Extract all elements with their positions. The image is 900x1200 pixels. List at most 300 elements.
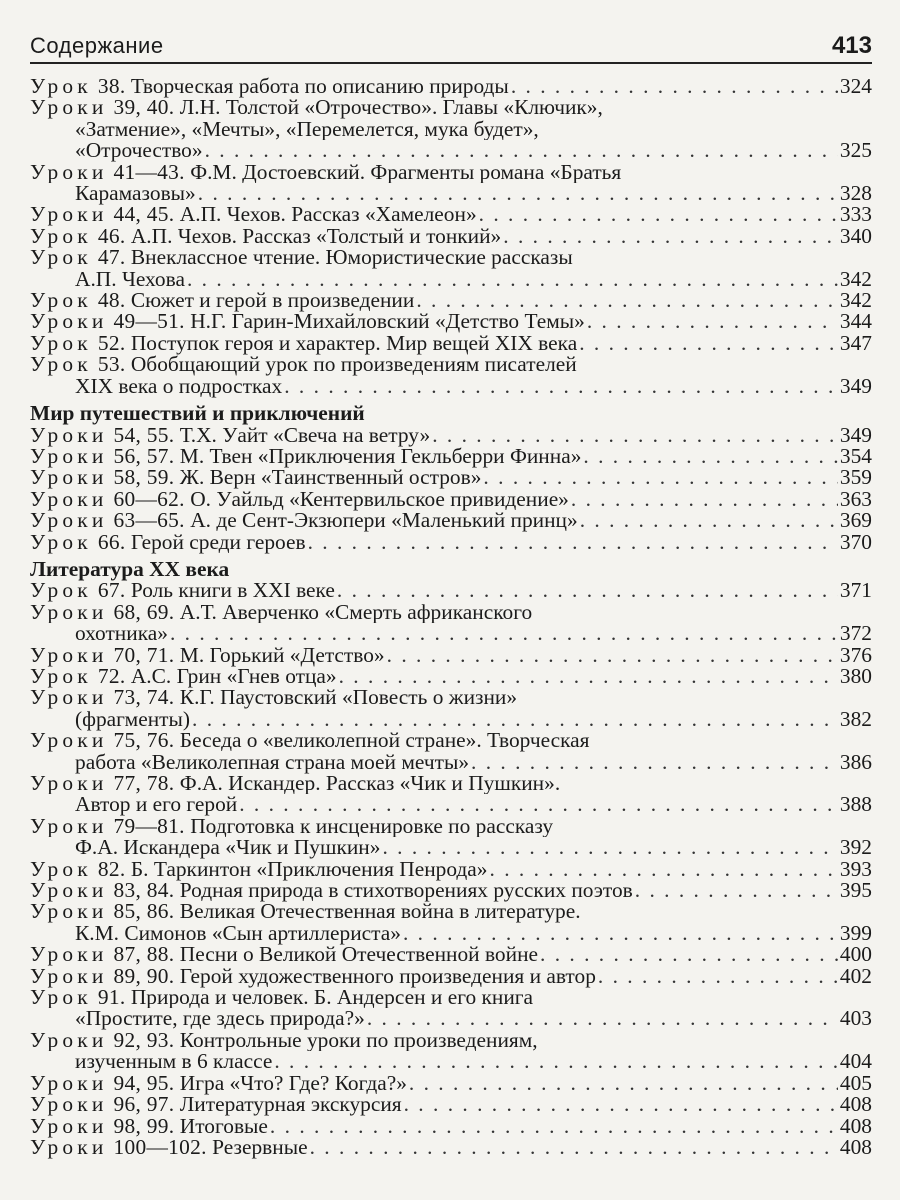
toc-entry (30, 510, 872, 531)
lesson-kind: Уроки (30, 901, 108, 923)
dot-leader (479, 204, 838, 225)
toc-page-number: 393 (839, 856, 872, 881)
lesson-numbers: 66. (97, 529, 126, 554)
toc-entry-text (30, 1113, 268, 1138)
lesson-kind: Уроки (30, 642, 108, 667)
dot-leader (404, 1094, 838, 1115)
lesson-title: Резервные (212, 1134, 308, 1159)
dot-leader (580, 510, 838, 531)
lesson-title: Герой среди героев (130, 529, 306, 554)
lesson-numbers: 46. (97, 223, 126, 248)
toc-entry-last-line (30, 1094, 872, 1115)
toc-page-number: 376 (839, 642, 872, 667)
lesson-numbers: 54, 55. (113, 422, 175, 447)
toc-page-number: 344 (839, 309, 872, 334)
toc-entry-text (30, 663, 337, 688)
toc-entry-line (30, 987, 872, 1008)
lesson-kind: Уроки (30, 1092, 108, 1117)
toc-entry-last-line (30, 794, 872, 815)
toc-entry-last-line (30, 330, 872, 355)
toc-entry-line (30, 730, 872, 751)
toc-entry-line (30, 97, 872, 118)
dot-leader (483, 467, 837, 488)
lesson-kind: Уроки (30, 1070, 108, 1095)
dot-leader (284, 376, 838, 397)
toc-entry (30, 901, 872, 944)
toc-page-number: 349 (839, 422, 872, 447)
toc-entry-text (30, 510, 578, 531)
dot-leader (239, 794, 838, 815)
toc-entry-last-line (30, 140, 872, 161)
lesson-numbers: 44, 45. (113, 202, 175, 227)
toc-entry-last-line (30, 944, 872, 965)
toc-page-number: 392 (839, 835, 872, 860)
lesson-kind: Уроки (30, 963, 108, 988)
lesson-kind: Урок (30, 856, 92, 881)
lesson-kind: Уроки (30, 1134, 108, 1159)
dot-leader (187, 269, 838, 290)
lesson-title: XIX века о подростках (75, 373, 283, 398)
toc-entry-text (75, 373, 283, 398)
dot-leader (192, 709, 838, 730)
lesson-numbers: 91. (97, 987, 126, 1009)
toc-entry-last-line (30, 1051, 872, 1072)
lesson-title: Н.Г. Гарин-Михайловский «Детство Темы» (190, 309, 585, 334)
toc-entry-last-line (30, 290, 872, 311)
toc-entry-text (30, 963, 596, 988)
toc-entry (30, 204, 872, 225)
toc-entry (30, 856, 872, 881)
lesson-title: Карамазовы» (75, 181, 196, 206)
section-heading: Мир путешествий и приключений (30, 401, 365, 426)
lesson-title: К.М. Симонов «Сын артиллериста» (75, 920, 401, 945)
toc-page-number: 349 (839, 373, 872, 398)
lesson-kind: Урок (30, 288, 92, 313)
toc-entry-last-line (30, 749, 872, 774)
lesson-numbers: 47. (97, 247, 126, 269)
lesson-title: «Простите, где здесь природа?» (75, 1006, 365, 1031)
toc-entry (30, 642, 872, 667)
toc-entry-text (30, 880, 633, 901)
lesson-title: Ф.А. Искандера «Чик и Пушкин» (75, 835, 381, 860)
toc-entry-last-line (30, 920, 872, 945)
dot-leader (598, 966, 838, 987)
lesson-kind: Уроки (30, 687, 108, 709)
toc-entry-text (30, 580, 335, 601)
toc-page-number: 328 (839, 181, 872, 206)
toc-entry-last-line (30, 76, 872, 97)
toc-entry-last-line (30, 1134, 872, 1159)
lesson-kind: Уроки (30, 601, 108, 624)
dot-leader (587, 311, 838, 332)
toc-entry (30, 97, 872, 161)
toc-entry-last-line (30, 422, 872, 447)
lesson-kind: Уроки (30, 508, 108, 533)
lesson-title: Литературная экскурсия (179, 1092, 402, 1117)
lesson-kind: Уроки (30, 730, 108, 752)
dot-leader (205, 140, 838, 161)
toc-page-number: 342 (839, 288, 872, 313)
lesson-title: Т.Х. Уайт «Свеча на ветру» (179, 422, 431, 447)
toc-entry (30, 1094, 872, 1115)
lesson-numbers: 98, 99. (113, 1113, 175, 1138)
toc-entry-last-line (30, 580, 872, 601)
toc-entry (30, 223, 872, 248)
lesson-kind: Урок (30, 223, 92, 248)
lesson-numbers: 39, 40. (113, 97, 175, 119)
toc-entry-last-line (30, 963, 872, 988)
toc-entry-text (75, 1051, 272, 1072)
toc-entry-last-line (30, 183, 872, 204)
toc-page-number: 408 (839, 1134, 872, 1159)
toc-entry-last-line (30, 642, 872, 667)
toc-entry-text (75, 837, 380, 858)
toc-entry-text (75, 183, 196, 204)
lesson-title: Ж. Верн «Таинственный остров» (179, 465, 482, 490)
toc-entry (30, 1113, 872, 1138)
lesson-kind: Уроки (30, 443, 108, 468)
lesson-title: Великая Отечественная война в литературе. (179, 901, 581, 923)
lesson-title: М. Горький «Детство» (179, 642, 385, 667)
lesson-title: К.Г. Паустовский «Повесть о жизни» (179, 687, 518, 709)
toc-entry-line (30, 602, 872, 623)
toc-page-number: 404 (839, 1049, 872, 1074)
lesson-kind: Уроки (30, 309, 108, 334)
dot-leader (367, 1008, 838, 1029)
toc-entry-text (30, 642, 385, 667)
dot-leader (635, 880, 838, 901)
lesson-title: (фрагменты) (75, 706, 190, 731)
toc-entry-last-line (30, 443, 872, 468)
toc-page-number: 388 (839, 792, 872, 817)
dot-leader (308, 532, 838, 553)
lesson-title: Внеклассное чтение. Юмористические рассказы (130, 247, 573, 269)
lesson-kind: Уроки (30, 465, 108, 490)
lesson-numbers: 48. (97, 288, 126, 313)
lesson-numbers: 72. (97, 663, 126, 688)
lesson-title: Роль книги в XXI веке (130, 578, 335, 603)
toc-entry (30, 162, 872, 205)
running-header (30, 30, 872, 64)
toc-entry-text (75, 794, 237, 815)
toc-page-number: 371 (839, 578, 872, 603)
toc-entry-text (75, 140, 203, 161)
lesson-title: М. Твен «Приключения Гекльберри Финна» (179, 443, 582, 468)
toc-page-number: 359 (839, 465, 872, 490)
lesson-kind: Уроки (30, 1113, 108, 1138)
lesson-kind: Урок (30, 74, 92, 98)
toc-entry-text (75, 266, 185, 291)
toc-entry-last-line (30, 373, 872, 398)
toc-entry-text (30, 330, 578, 355)
toc-entry-text (30, 730, 590, 751)
lesson-title: А.П. Чехов. Рассказ «Толстый и тонкий» (130, 223, 502, 248)
lesson-numbers: 73, 74. (113, 687, 175, 709)
lesson-title: О. Уайльд «Кентервильское привидение» (190, 486, 569, 511)
lesson-title: Сюжет и герой в произведении (130, 288, 415, 313)
toc-entry-line (30, 1030, 872, 1051)
lesson-kind: Уроки (30, 1029, 108, 1052)
lesson-kind: Урок (30, 578, 92, 603)
toc-entry-text (30, 1094, 402, 1115)
toc-page-number: 354 (839, 443, 872, 468)
lesson-title: Творческая работа по описанию природы (130, 74, 509, 98)
dot-leader (540, 944, 838, 965)
toc-entry-text (30, 773, 560, 794)
toc-entry-text (30, 204, 477, 225)
lesson-numbers: 53. (97, 354, 126, 376)
lesson-title: Автор и его герой (75, 792, 238, 817)
toc-entry-last-line (30, 486, 872, 511)
dot-leader (274, 1051, 838, 1072)
dot-leader (403, 923, 838, 944)
toc-entry-last-line (30, 1070, 872, 1095)
toc-entry (30, 987, 872, 1030)
dot-leader (270, 1116, 838, 1137)
toc-entry-text (30, 987, 533, 1008)
dot-leader (382, 837, 837, 858)
lesson-kind: Урок (30, 247, 92, 269)
toc-entry-last-line (30, 510, 872, 531)
lesson-title: Поступок героя и характер. Мир вещей XIX века (130, 330, 578, 355)
toc-entry-last-line (30, 880, 872, 901)
dot-leader (511, 76, 838, 97)
toc-entry-text (30, 687, 517, 708)
lesson-title: Итоговые (179, 1113, 268, 1138)
dot-leader (579, 333, 838, 354)
toc-page-number: 400 (839, 942, 872, 967)
lesson-numbers: 60—62. (113, 486, 185, 511)
lesson-kind: Уроки (30, 942, 108, 967)
lesson-title: Родная природа в стихотворениях русских поэтов (179, 878, 633, 903)
toc-entry-text (30, 162, 621, 183)
toc-entry-text (30, 1030, 538, 1051)
lesson-title: Ф.М. Достоевский. Фрагменты романа «Братья (190, 161, 622, 184)
lesson-title: Контрольные уроки по произведениям, (179, 1029, 538, 1052)
toc-entry-line (30, 816, 872, 837)
lesson-kind: Уроки (30, 878, 108, 903)
toc-page-number: 363 (839, 486, 872, 511)
toc-entry-text (30, 486, 569, 511)
lesson-numbers: 85, 86. (113, 901, 175, 923)
toc-entry (30, 422, 872, 447)
lesson-numbers: 83, 84. (113, 878, 175, 903)
toc-entry-text (75, 749, 470, 774)
lesson-title: Обобщающий урок по произведениям писателей (130, 354, 577, 376)
dot-leader (490, 859, 838, 880)
lesson-numbers: 41—43. (113, 161, 185, 184)
lesson-numbers: 68, 69. (113, 601, 175, 624)
lesson-title: А.Т. Аверченко «Смерть африканского (179, 601, 533, 624)
toc-page-number: 382 (839, 706, 872, 731)
toc-entry (30, 773, 872, 816)
toc-entry-text (30, 467, 481, 488)
toc-page-number: 395 (839, 878, 872, 903)
toc-page-number: 340 (839, 223, 872, 248)
toc-entry-text (30, 602, 532, 623)
toc-entry (30, 76, 872, 97)
toc-entry (30, 354, 872, 397)
lesson-title: Беседа о «великолепной стране». Творческая (179, 730, 590, 752)
toc-entry-text (30, 290, 414, 311)
lesson-kind: Уроки (30, 422, 108, 447)
lesson-numbers: 94, 95. (113, 1070, 175, 1095)
lesson-title: «Отрочество» (75, 138, 203, 163)
toc-entry (30, 730, 872, 773)
toc-page-number: 325 (839, 138, 872, 163)
section-heading: Литература XX века (30, 556, 230, 581)
toc-entry-last-line (30, 623, 872, 644)
toc-entry (30, 963, 872, 988)
lesson-kind: Уроки (30, 161, 108, 184)
toc-entry-last-line (30, 1113, 872, 1138)
toc-entry-last-line (30, 1008, 872, 1029)
toc-entry-text (75, 119, 539, 140)
toc-entry (30, 529, 872, 554)
lesson-title: Песни о Великой Отечественной войне (179, 942, 539, 967)
toc-entry (30, 602, 872, 645)
dot-leader (583, 446, 838, 467)
toc-entry-text (30, 247, 573, 268)
toc-entry-line (30, 119, 872, 140)
toc-entry (30, 1134, 872, 1159)
lesson-numbers: 67. (97, 578, 126, 603)
toc-entry-text (30, 97, 603, 118)
lesson-kind: Уроки (30, 773, 108, 795)
toc-page-number: 408 (839, 1113, 872, 1138)
toc-entry-last-line (30, 223, 872, 248)
lesson-title: Ф.А. Искандер. Рассказ «Чик и Пушкин». (179, 773, 561, 795)
toc-entry-line (30, 773, 872, 794)
toc-entry-text (30, 529, 306, 554)
toc-page-number: 403 (839, 1006, 872, 1031)
toc-entry-last-line (30, 311, 872, 332)
lesson-title: А. де Сент-Экзюпери «Маленький принц» (190, 508, 578, 533)
dot-leader (198, 183, 838, 204)
lesson-kind: Уроки (30, 486, 108, 511)
toc-entry (30, 816, 872, 859)
toc-entry-last-line (30, 467, 872, 488)
lesson-kind: Уроки (30, 97, 108, 119)
toc-page-number: 347 (839, 330, 872, 355)
toc-page-number: 408 (839, 1092, 872, 1117)
toc-entry (30, 486, 872, 511)
toc-entry (30, 944, 872, 965)
lesson-numbers: 63—65. (113, 508, 185, 533)
toc-entry-text (30, 1134, 308, 1159)
lesson-kind: Урок (30, 330, 92, 355)
toc-entry-text (30, 422, 431, 447)
lesson-numbers: 89, 90. (113, 963, 175, 988)
toc-entry (30, 443, 872, 468)
lesson-title: Герой художественного произведения и автор (179, 963, 596, 988)
lesson-kind: Уроки (30, 815, 108, 838)
toc-entry-line (30, 687, 872, 708)
toc-entry-last-line (30, 706, 872, 731)
lesson-numbers: 92, 93. (113, 1029, 175, 1052)
lesson-kind: Урок (30, 529, 92, 554)
dot-leader (432, 425, 838, 446)
lesson-numbers: 82. (97, 856, 126, 881)
lesson-numbers: 52. (97, 330, 126, 355)
lesson-numbers: 70, 71. (113, 642, 175, 667)
toc-page-number: 386 (839, 749, 872, 774)
toc-page-number: 402 (839, 963, 872, 988)
dot-leader (339, 666, 838, 687)
toc-entry-last-line (30, 529, 872, 554)
lesson-title: Б. Таркинтон «Приключения Пенрода» (130, 856, 488, 881)
dot-leader (409, 1073, 838, 1094)
lesson-numbers: 75, 76. (113, 730, 175, 752)
toc-entry-text (75, 1008, 365, 1029)
toc-entry-text (30, 443, 582, 468)
dot-leader (416, 290, 838, 311)
lesson-title: А.П. Чехова (75, 266, 185, 291)
toc-entry-text (30, 223, 502, 248)
toc-page-number: 399 (839, 920, 872, 945)
lesson-numbers: 77, 78. (113, 773, 175, 795)
toc-entry-line (30, 901, 872, 922)
toc-entry-text (30, 76, 509, 97)
lesson-title: Игра «Что? Где? Когда?» (179, 1070, 407, 1095)
lesson-title: «Затмение», «Мечты», «Перемелется, мука будет», (75, 118, 539, 141)
toc-page-number: 342 (839, 266, 872, 291)
toc-entry-text (75, 706, 190, 731)
lesson-kind: Урок (30, 987, 92, 1009)
toc-entry-text (75, 623, 168, 644)
toc-page-number: 372 (839, 621, 872, 646)
dot-leader (571, 489, 838, 510)
lesson-numbers: 79—81. (113, 815, 185, 838)
lesson-numbers: 38. (97, 74, 126, 98)
toc-entry-text (30, 901, 581, 922)
lesson-kind: Урок (30, 354, 92, 376)
lesson-numbers: 100—102. (113, 1134, 207, 1159)
lesson-numbers: 49—51. (113, 309, 185, 334)
dot-leader (337, 580, 838, 601)
toc-entry (30, 687, 872, 730)
toc-entry-text (30, 354, 577, 375)
toc-entry (30, 580, 872, 601)
toc-entry-last-line (30, 266, 872, 291)
toc-entry (30, 467, 872, 488)
toc-entry (30, 1030, 872, 1073)
lesson-numbers: 96, 97. (113, 1092, 175, 1117)
toc-entry (30, 311, 872, 332)
dot-leader (387, 645, 838, 666)
toc-page-number: 324 (839, 74, 872, 98)
lesson-title: А.С. Грин «Гнев отца» (130, 663, 337, 688)
lesson-title: работа «Великолепная страна моей мечты» (75, 749, 470, 774)
lesson-kind: Урок (30, 663, 92, 688)
toc-entry-last-line (30, 856, 872, 881)
dot-leader (471, 752, 838, 773)
toc-entry-last-line (30, 837, 872, 858)
toc-entry (30, 247, 872, 290)
toc-entry (30, 880, 872, 901)
toc-entry-line (30, 247, 872, 268)
lesson-numbers: 87, 88. (113, 942, 175, 967)
toc-entry-last-line (30, 663, 872, 688)
toc-entry (30, 1070, 872, 1095)
toc-page-number: 370 (839, 529, 872, 554)
toc-entry-text (30, 856, 488, 881)
toc-entry-text (75, 920, 401, 945)
toc-entry-text (30, 311, 585, 332)
toc-entry-line (30, 354, 872, 375)
lesson-title: изученным в 6 классе (75, 1049, 273, 1074)
toc-entry (30, 330, 872, 355)
